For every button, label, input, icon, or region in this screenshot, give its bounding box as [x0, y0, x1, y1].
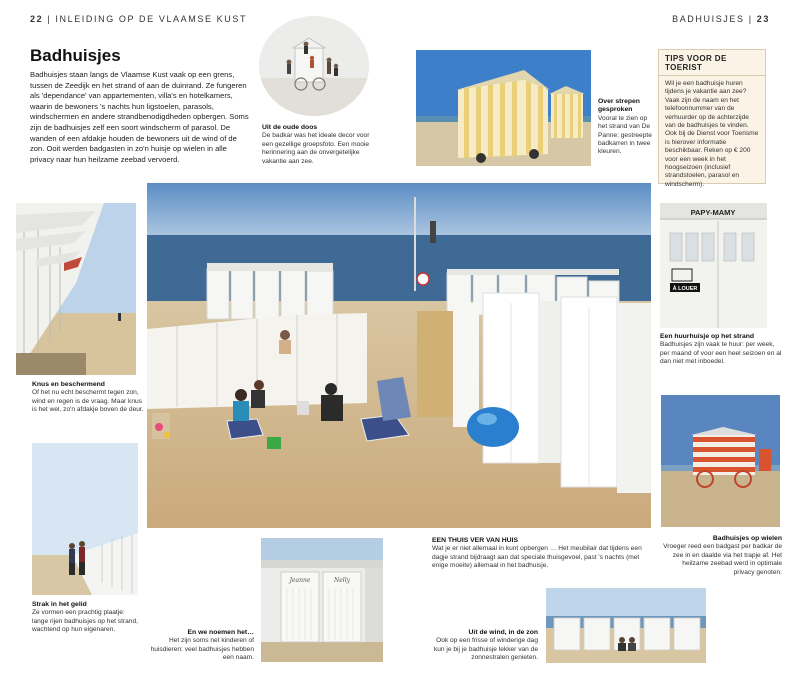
page-header-right: [672, 14, 770, 24]
caption-gelid-text: Ze vormen een prachtig plaatje: lange rijen badhuisjes op het strand, wachtend op hun eigenaren.: [32, 609, 138, 634]
caption-knus: [32, 381, 144, 415]
caption-huurhuisje-text: Badhuisjes zijn vaak te huur: per week, per maand of voor een heel seizoen en al dan niet met inboedel.: [660, 341, 782, 366]
photo-old-bathing-cart: [259, 16, 369, 116]
sign-papy-mamy: PAPY-MAMY: [690, 208, 736, 217]
caption-huurhuisje: [660, 333, 782, 367]
photo-people-walking: [32, 443, 138, 595]
caption-thuis: [432, 537, 650, 571]
header-title-left: INLEIDING OP DE VLAAMSE KUST: [55, 14, 248, 24]
photo-beach-cabins-main: [147, 183, 651, 528]
photo-cabins-sun: [546, 588, 706, 663]
photo-cabin-row-awnings: [16, 203, 136, 375]
caption-wind-title: Uit de wind, in de zon: [468, 629, 538, 636]
header-separator-right: |: [748, 14, 753, 24]
caption-wielen: [660, 535, 782, 577]
caption-thuis-text: Wat je er niet allemaal in kunt opbergen … Het meubilair dat tijdens een dagje strand bijdraagt aan dat speciale thuisgevoel, past 's nachts (met enige moeite) allemaal in het badhuisje.: [432, 545, 642, 570]
caption-knus-title: Knus en beschermend: [32, 381, 105, 388]
caption-huurhuisje-title: Een huurhuisje op het strand: [660, 333, 755, 340]
article-intro: Badhuisjes staan langs de Vlaamse Kust vaak op een grens, tussen de Zeedijk en het strand of aan de duinrand. Ze fungeren als 'dependance' van appartementen, villa's en hotelkamers, waarin de bewoners 's nachts hun ligstoelen, parasols, windschermen en andere strandbenodigdheden opbergen. Soms zijn de badhuisjes zelf een soort windscherm of parasol. De wanden of een afdakje houden de bewoners uit de wind of de zon. Ooit werden badgasten in zo'n huisje op wielen in alle privacy naar hun heilzame zeebad vervoerd.: [30, 70, 249, 164]
tips-title: TIPS VOOR DE TOERIST: [659, 50, 765, 76]
caption-oude-doos-title: Uit de oude doos: [262, 124, 318, 131]
caption-thuis-title: EEN THUIS VER VAN HUIS: [432, 537, 518, 544]
caption-wielen-text: Vroeger reed een badgast per badkar de zee in en daalde via het trapje af. Het heilzame zeebad werd in optimale privacy genoten.: [663, 543, 782, 576]
caption-strepen: [598, 98, 654, 157]
photo-named-cabins: [261, 538, 383, 662]
photo-striped-cabins: [416, 50, 591, 166]
page-number-left: 22: [30, 14, 44, 24]
tips-body: Wil je een badhuisje huren tijdens je vakantie aan zee? Vaak zijn de naam en het telefoonnummer van de verhuurder op de achterzijde van de badhuisjes te vinden. Ook bij de Dienst voor Toerisme is hierover informatie beschikbaar. Reken op € 200 voor een week in het hoogseizoen (inclusief strandstoelen, parasol en windscherm).: [665, 80, 759, 188]
page-header-left: [30, 14, 247, 24]
caption-gelid: [32, 601, 140, 635]
caption-naam: [150, 629, 254, 663]
caption-wind: [424, 629, 538, 663]
caption-naam-text: Het zijn soms net kinderen of huisdieren: veel badhuisjes hebben een naam.: [150, 637, 254, 662]
caption-strepen-title: Over strepen gesproken: [598, 98, 640, 114]
caption-naam-title: En we noemen het…: [187, 629, 254, 636]
photo-red-striped-cart: [661, 395, 780, 527]
caption-oude-doos: [262, 124, 370, 166]
sign-a-louer: À LOUER: [672, 286, 698, 292]
caption-gelid-title: Strak in het gelid: [32, 601, 87, 608]
caption-wind-text: Ook op een frisse of winderige dag kun je bij je badhuisje lekker van de zonnestralen genieten.: [433, 637, 538, 662]
caption-strepen-text: Vooral te zien op het strand van De Panne: gestreepte badkarren in twee kleuren.: [598, 114, 652, 156]
tips-box: [658, 49, 766, 188]
photo-papy-mamy-cabin: [660, 203, 767, 328]
caption-wielen-title: Badhuisjes op wielen: [712, 535, 782, 542]
header-separator-left: |: [47, 14, 52, 24]
sign-name-right: Nelly: [333, 577, 351, 584]
sign-name-left: Jeanne: [289, 577, 311, 584]
page-number-right: 23: [756, 14, 770, 24]
caption-oude-doos-text: De badkar was het ideale decor voor een gezellige groepsfoto. Een mooie herinnering aan de onvergetelijke vakantie aan zee.: [262, 132, 370, 165]
article-title: Badhuisjes: [30, 46, 121, 65]
header-title-right: BADHUISJES: [672, 14, 745, 24]
caption-knus-text: Of het nu echt beschermt tegen zon, wind en regen is de vraag. Maar knus is het wel, zo'n afdakje boven de deur.: [32, 389, 144, 414]
